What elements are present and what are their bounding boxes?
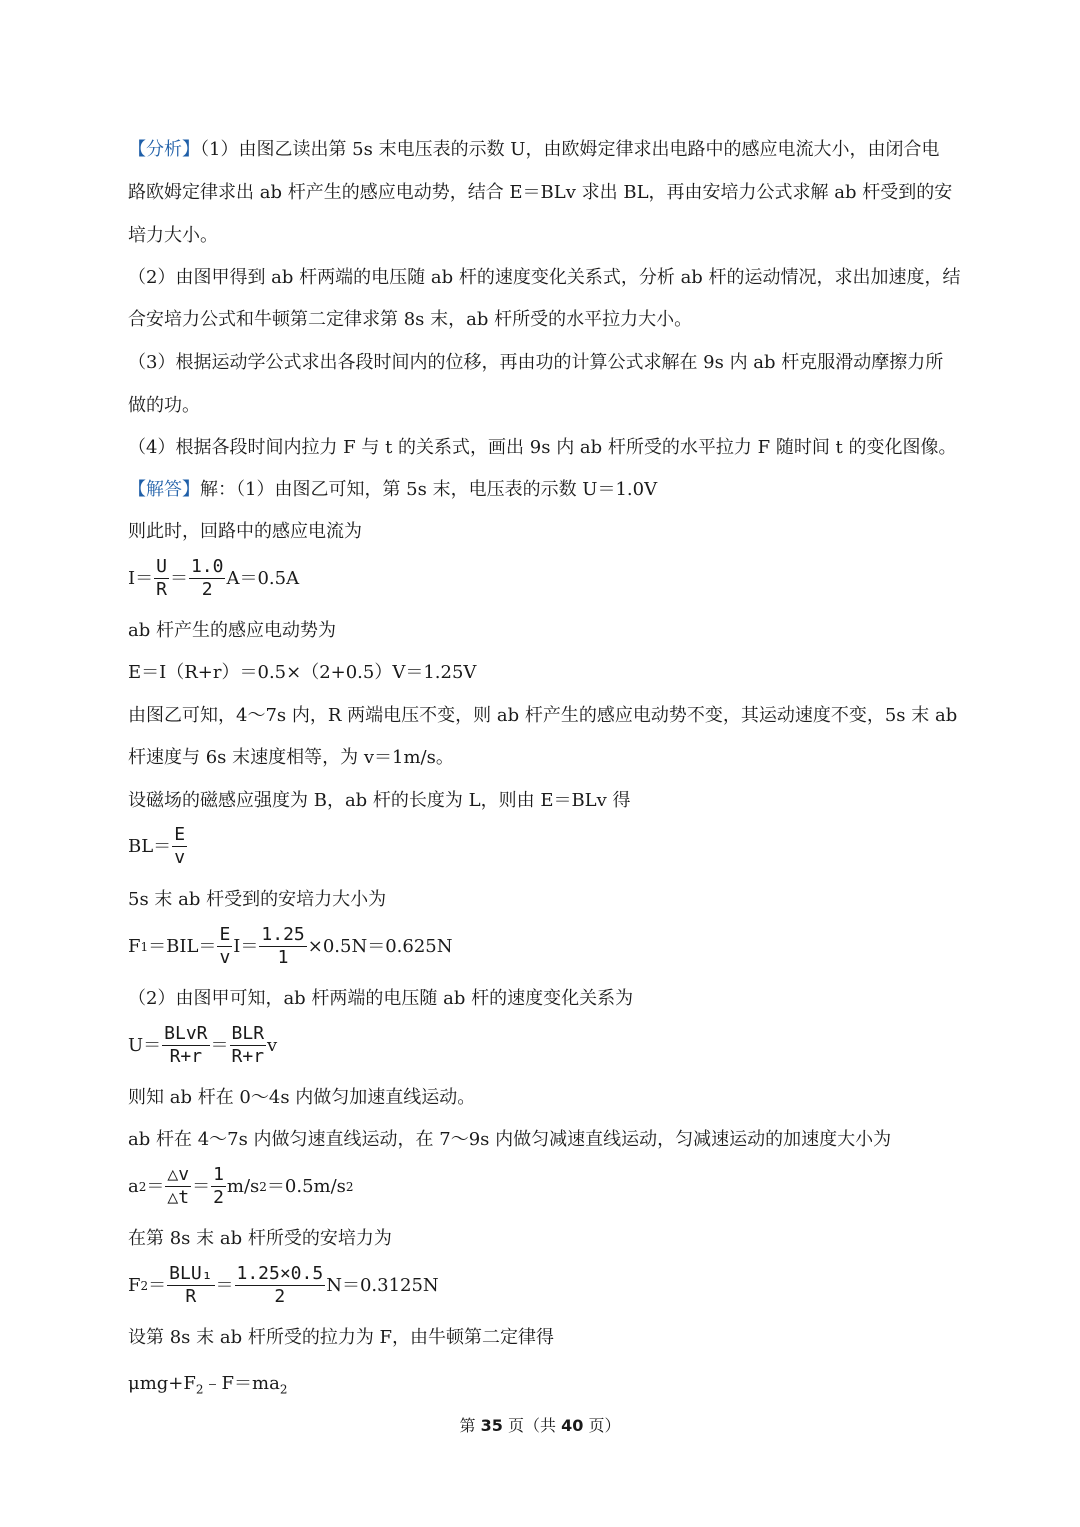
page-total: 40 <box>561 1416 584 1435</box>
fraction: $\frac{\text{BLU₁}}{R}$ <box>169 1263 213 1307</box>
formula-current: I＝ $\frac{U}{R}$ ＝ $\frac{1.0}{2}$ A＝0.5A <box>128 556 300 600</box>
formula-newton: $\mu mg+F_2﹣F=ma_2$ <box>128 1373 288 1397</box>
page-number: 35 <box>480 1416 503 1435</box>
fraction: $\frac{\text{BLR}}{R+r}$ <box>231 1023 265 1067</box>
analysis-text: （1）由图乙读出第 5s 末电压表的示数 U，由欧姆定律求出电路中的感应电流大小，由闭合电 <box>200 139 940 160</box>
analysis-para-1a <box>128 137 939 163</box>
page-footer: 第 35 页（共 40 页） <box>459 1416 621 1435</box>
fraction: $\frac{1.25}{1}$ <box>261 924 305 968</box>
analysis-para-1c: 培力大小。 <box>128 225 218 246</box>
fraction: $\frac{1}{2}$ <box>213 1164 224 1208</box>
formula-f2: F 2 ＝ $\frac{\text{BLU₁}}{R}$ ＝ $\frac{1.25\times 0.5}{2}$ N＝0.3125N <box>128 1263 439 1307</box>
solution-tag: 【解答】 <box>128 479 200 500</box>
formula-u: U＝ $\frac{\text{BLvR}}{R+r}$ ＝ $\frac{\text{BLR}}{R+r}$ v <box>128 1023 278 1067</box>
analysis-tag: 【分析】 <box>128 139 200 160</box>
solution-line-10: ab 杆在 4～7s 内做匀速直线运动，在 7～9s 内做匀减速直线运动，匀减速运动的加速度大小为 <box>128 1129 892 1150</box>
solution-line-9: 则知 ab 杆在 0～4s 内做匀加速直线运动。 <box>128 1087 476 1108</box>
solution-line-6: 设磁场的磁感应强度为 B，ab 杆的长度为 L，则由 E＝BLv 得 <box>128 790 631 811</box>
solution-line-3: ab 杆产生的感应电动势为 <box>128 620 336 641</box>
solution-text: 解：（1）由图乙可知，第 5s 末，电压表的示数 U＝1.0V <box>200 479 658 500</box>
fraction: $\frac{U}{R}$ <box>156 556 167 600</box>
fraction: $\frac{1.0}{2}$ <box>190 556 224 600</box>
solution-line-2: 则此时，回路中的感应电流为 <box>128 521 362 542</box>
solution-line-5a: 由图乙可知，4～7s 内，R 两端电压不变，则 ab 杆产生的感应电动势不变，其运动速度不变，5s 末 ab <box>128 705 958 726</box>
solution-line-12: 设第 8s 末 ab 杆所受的拉力为 F，由牛顿第二定律得 <box>128 1327 555 1348</box>
fraction: $\frac{1.25\times 0.5}{2}$ <box>236 1263 324 1307</box>
analysis-para-1b: 路欧姆定律求出 ab 杆产生的感应电动势，结合 E＝BLv 求出 BL，再由安培力公式求解 ab 杆受到的安 <box>128 182 953 203</box>
fraction: $\frac{\triangle v}{\triangle t}$ <box>167 1164 190 1208</box>
fraction: $\frac{\text{BLvR}}{R+r}$ <box>164 1023 208 1067</box>
analysis-para-3b: 做的功。 <box>128 395 200 416</box>
solution-line-4: E＝I（R+r）＝0.5×（2+0.5）V＝1.25V <box>128 662 477 683</box>
solution-line-11: 在第 8s 末 ab 杆所受的安培力为 <box>128 1228 392 1249</box>
solution-line-5b: 杆速度与 6s 末速度相等，为 v＝1m/s。 <box>128 747 454 768</box>
fraction: $\frac{E}{v}$ <box>174 824 186 868</box>
analysis-para-2b: 合安培力公式和牛顿第二定律求第 8s 末，ab 杆所受的水平拉力大小。 <box>128 309 693 330</box>
formula-acceleration: a 2 ＝ $\frac{\triangle v}{\triangle t}$ ＝ $\frac{1}{2}$ m/s 2 ＝0.5m/s 2 <box>128 1164 354 1208</box>
analysis-para-4: （4）根据各段时间内拉力 F 与 t 的关系式，画出 9s 内 ab 杆所受的水平拉力 F 随时间 t 的变化图像。 <box>128 437 957 458</box>
formula-f1: F 1 ＝BIL＝ $\frac{E}{v}$ I＝ $\frac{1.25}{1}$ ×0.5N＝0.625N <box>128 924 453 968</box>
fraction: $\frac{E}{v}$ <box>219 924 231 968</box>
solution-line-7: 5s 末 ab 杆受到的安培力大小为 <box>128 889 387 910</box>
solution-line-1 <box>128 477 657 503</box>
solution-line-8: （2）由图甲可知，ab 杆两端的电压随 ab 杆的速度变化关系为 <box>128 988 634 1009</box>
analysis-para-3a: （3）根据运动学公式求出各段时间内的位移，再由功的计算公式求解在 9s 内 ab 杆克服滑动摩擦力所 <box>128 352 944 373</box>
analysis-para-2a: （2）由图甲得到 ab 杆两端的电压随 ab 杆的速度变化关系式，分析 ab 杆的运动情况，求出加速度，结 <box>128 267 961 288</box>
formula-bl: BL＝ $\frac{E}{v}$ <box>128 824 186 868</box>
